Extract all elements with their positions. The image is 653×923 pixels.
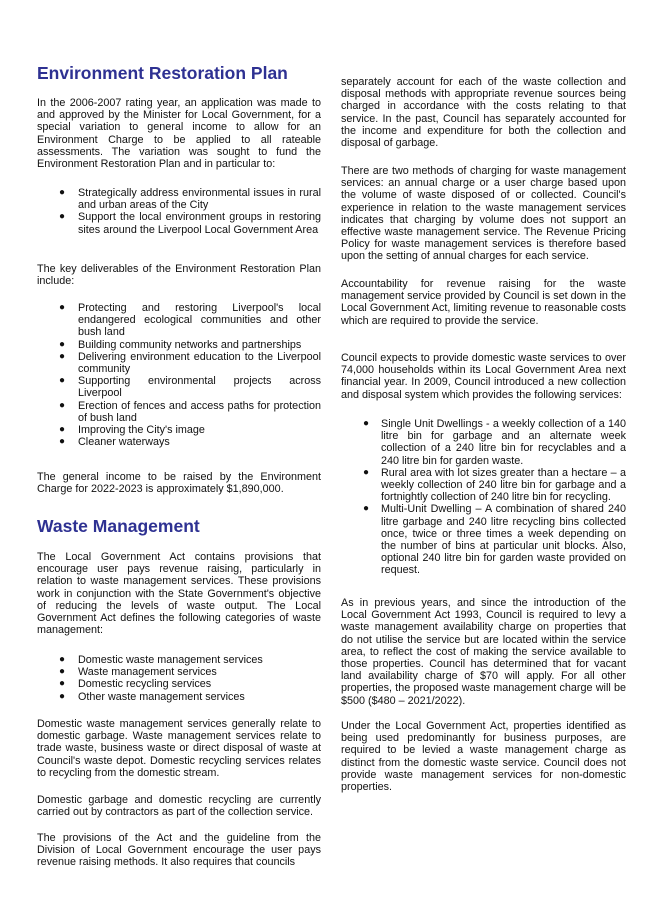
list-item: ● Other waste management services <box>59 690 245 703</box>
list-item: ● Building community networks and partnerships <box>59 338 302 351</box>
separate-accounting-paragraph: separately account for each of the waste collection and disposal methods with appropriate revenue sources being charged in accordance with the costs relating to that service. In the past, Council has separately accounted for the income and expenditure for both the collection and disposal of garbage. <box>341 76 626 150</box>
list-item: ● Strategically address environmental issues in rural and urban areas of the City <box>59 187 321 212</box>
key-deliverables-paragraph: The key deliverables of the Environment Restoration Plan include: <box>37 263 321 288</box>
list-item: ● Waste management services <box>59 666 217 679</box>
list-item: ● Protecting and restoring Liverpool's local endangered ecological communities and other bush land <box>59 302 321 339</box>
bullet-icon: ● <box>59 654 66 665</box>
env-charge-paragraph: The general income to be raised by the Environment Charge for 2022-2023 is approximately $1,890,000. <box>37 471 321 496</box>
list-item: ● Rural area with lot sizes greater than a hectare – a weekly collection of 240 litre bin for garbage and a fortnightly collection of 240 litre bin for recycling. <box>363 466 626 504</box>
domestic-waste-services-paragraph: Council expects to provide domestic waste services to over 74,000 households within its Local Government Area next financial year. In 2009, Council introduced a new collection and disposal system which provides the following services: <box>341 352 626 401</box>
availability-charge-paragraph: As in previous years, and since the introduction of the Local Government Act 1993, Council is required to levy a waste management availability charge on properties that do not utilise the service but are located within the service area, to reflect the cost of making the service available to those properties. Council has determined that for vacant land availability charge of $70 will apply. For all other properties, the proposed waste management charge will be $500 ($480 – 2021/2022). <box>341 597 626 707</box>
list-item: ● Delivering environment education to the Liverpool community <box>59 350 321 376</box>
list-item: ● Domestic recycling services <box>59 678 212 691</box>
business-properties-paragraph: Under the Local Government Act, properties identified as being used predominantly for business purposes, are required to be levied a waste management charge as distinct from the domestic waste service. Council does not provide waste management services for non-domestic properties. <box>341 720 626 794</box>
contractors-paragraph: Domestic garbage and domestic recycling are currently carried out by contractors as part of the collection service. <box>37 794 321 819</box>
bullet-icon: ● <box>363 503 370 515</box>
bullet-icon: ● <box>59 302 66 313</box>
list-item: ● Support the local environment groups in restoring sites around the Liverpool Local Government Area <box>59 211 321 236</box>
environment-restoration-heading: Environment Restoration Plan <box>37 63 288 83</box>
key-deliverables-list <box>37 302 321 448</box>
bullet-icon: ● <box>59 375 66 387</box>
accountability-paragraph: Accountability for revenue raising for the waste management service provided by Council is set down in the Local Government Act, limiting revenue to reasonable costs which are required to provide the service. <box>341 278 626 327</box>
bullet-icon: ● <box>363 466 370 478</box>
waste-intro-paragraph: The Local Government Act contains provisions that encourage user pays revenue raising, particularly in relation to waste management services. These provisions work in conjunction with the State Government's objective of reducing the levels of waste output. The Local Government Act defines the following categories of waste management: <box>37 551 321 637</box>
bullet-icon: ● <box>59 350 66 362</box>
collection-services-list <box>341 418 626 577</box>
bullet-icon: ● <box>59 187 66 198</box>
act-provisions-paragraph: The provisions of the Act and the guideline from the Division of Local Government encourage the user pays revenue raising methods. It also requires that councils <box>37 832 321 869</box>
domestic-services-paragraph: Domestic waste management services generally relate to domestic garbage. Waste management services relate to trade waste, business waste or direct disposal of waste at Council's waste depot. Domestic recycling services relates to recycling from the domestic stream. <box>37 718 321 779</box>
bullet-icon: ● <box>59 436 66 448</box>
list-item: ● Supporting environmental projects across Liverpool <box>59 375 321 400</box>
bullet-icon: ● <box>363 418 370 429</box>
env-intro-paragraph: In the 2006-2007 rating year, an application was made to and approved by the Minister for Local Government, for a special variation to general income to allow for an Environment Charge to be applied to all rateable assessments. The variation was sought to fund the Environment Restoration Plan and in particular to: <box>37 97 321 171</box>
bullet-icon: ● <box>59 678 66 690</box>
bullet-icon: ● <box>59 399 66 411</box>
list-item: ● Improving the City's image <box>59 424 205 437</box>
bullet-icon: ● <box>59 211 66 223</box>
bullet-icon: ● <box>59 424 66 436</box>
list-item: ● Domestic waste management services <box>59 654 263 666</box>
list-item: ● Multi-Unit Dwelling – A combination of shared 240 litre garbage and 240 litre recycling bins collected once, twice or three times a week depending on the number of bins at particular unit blocks. Also, optional 240 litre bin for garden waste provided on request. <box>363 503 626 577</box>
waste-categories-list <box>37 654 321 703</box>
waste-management-heading: Waste Management <box>37 516 200 536</box>
charging-methods-paragraph: There are two methods of charging for waste management services: an annual charge or a user charge based upon the volume of waste disposed of or collected. Council's experience in relation to the waste management services indicates that charging by volume does not support an effective waste management service. The Revenue Pricing Policy for waste management services is therefore based upon the setting of annual charges for each service. <box>341 165 626 263</box>
list-item: ● Single Unit Dwellings - a weekly collection of a 140 litre bin for garbage and an alternate week collection of a 240 litre bin for recyclables and a 240 litre bin for garden waste. <box>363 418 626 467</box>
list-item: ● Erection of fences and access paths for protection of bush land <box>59 399 321 424</box>
env-objectives-list <box>37 187 321 236</box>
list-item: ● Cleaner waterways <box>59 436 170 449</box>
bullet-icon: ● <box>59 690 66 702</box>
bullet-icon: ● <box>59 338 66 350</box>
bullet-icon: ● <box>59 666 66 678</box>
